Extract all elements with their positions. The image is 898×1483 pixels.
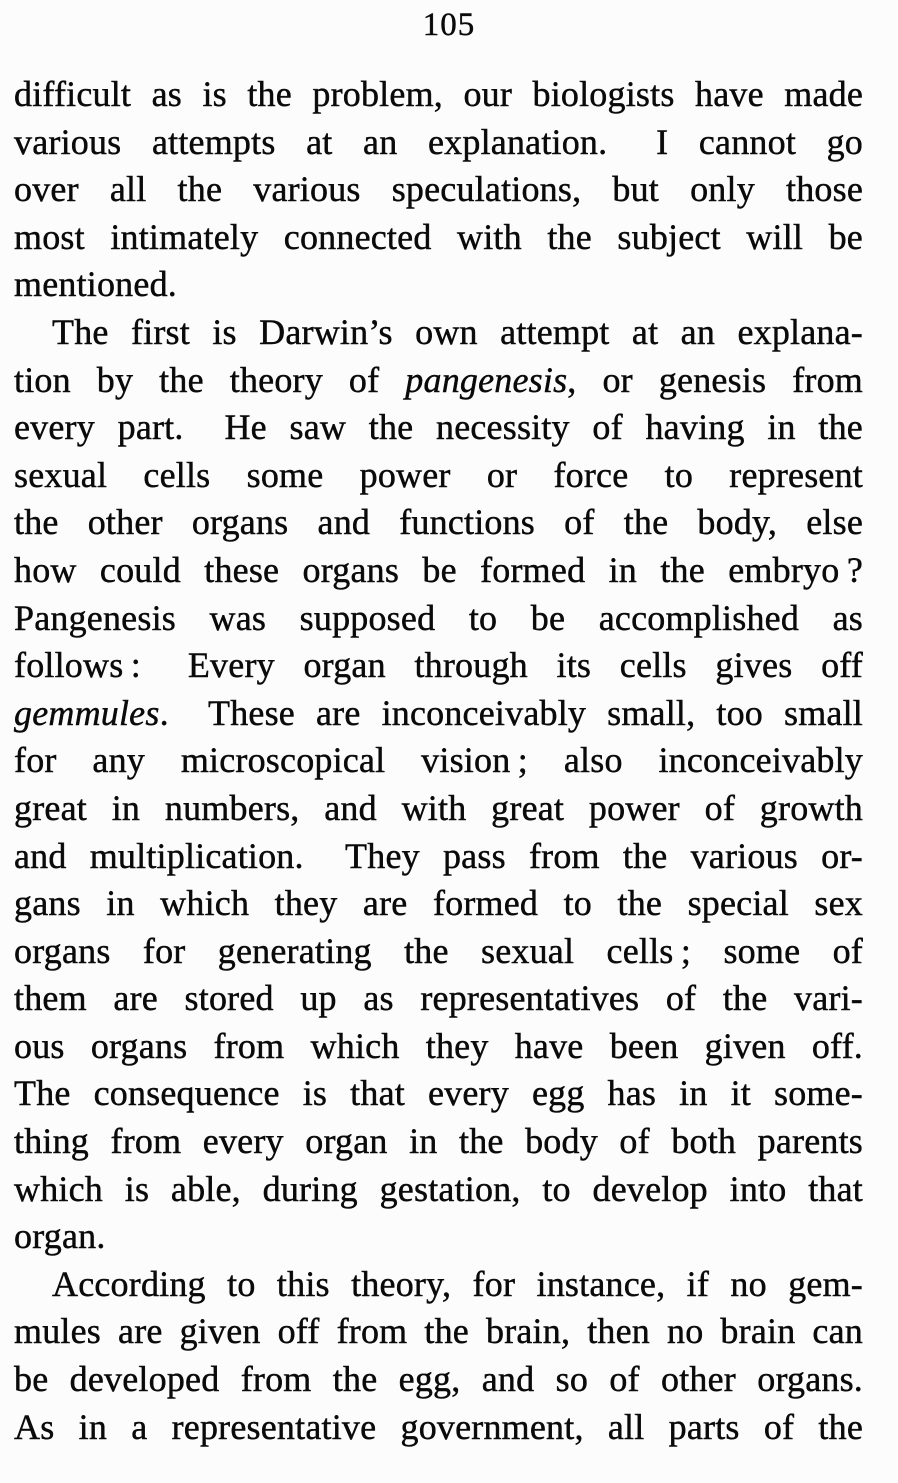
text-line xyxy=(14,1023,863,1071)
text-segment: difficult as is the problem, our biologists have made xyxy=(14,74,863,114)
text-block xyxy=(14,71,863,1451)
text-line xyxy=(14,595,863,643)
text-line xyxy=(14,499,863,547)
text-line xyxy=(14,737,863,785)
italic-term: pangenesis xyxy=(405,359,568,400)
text-segment: and multiplication. They pass from the various or- xyxy=(14,835,863,876)
italic-term: gemmules xyxy=(14,692,160,733)
text-segment: The consequence is that every egg has in it some- xyxy=(14,1073,863,1114)
text-segment: them are stored up as representatives of the vari- xyxy=(14,978,863,1019)
text-line xyxy=(14,1261,863,1309)
text-line xyxy=(14,309,863,357)
text-segment: gans in which they are formed to the special sex xyxy=(14,883,863,924)
page-number: 105 xyxy=(422,7,476,43)
text-segment: follows : Every organ through its cells gives off xyxy=(14,645,863,686)
text-segment: The first is Darwin’s own attempt at an explana- xyxy=(52,311,863,352)
text-segment: , or genesis from xyxy=(567,359,863,400)
text-line xyxy=(14,1213,863,1261)
text-line xyxy=(14,166,863,214)
text-segment: sexual cells some power or force to represent xyxy=(14,454,863,495)
text-line xyxy=(14,261,863,309)
text-segment: . These are inconceivably small, too small xyxy=(159,692,863,733)
text-line xyxy=(14,642,863,690)
text-segment: great in numbers, and with great power of growth xyxy=(14,787,863,828)
text-line xyxy=(14,452,863,500)
text-segment: every part. He saw the necessity of having in the xyxy=(14,407,863,448)
text-line xyxy=(14,1308,863,1356)
text-line xyxy=(14,119,863,167)
text-segment: organs for generating the sexual cells ; some of xyxy=(14,930,863,971)
text-line xyxy=(14,357,863,405)
text-segment: Pangenesis was supposed to be accomplished as xyxy=(14,597,863,638)
text-line xyxy=(14,547,863,595)
text-segment: thing from every organ in the body of both parents xyxy=(14,1121,863,1162)
text-line xyxy=(14,833,863,881)
text-line xyxy=(14,1166,863,1214)
text-line xyxy=(14,404,863,452)
text-segment: ous organs from which they have been given off. xyxy=(14,1025,863,1066)
text-line xyxy=(14,975,863,1023)
text-line xyxy=(14,690,863,738)
text-segment: organ. xyxy=(14,1216,106,1257)
text-line xyxy=(14,1070,863,1118)
text-segment: how could these organs be formed in the embryo ? xyxy=(14,549,863,590)
text-line xyxy=(14,214,863,262)
text-line xyxy=(14,1356,863,1404)
text-segment: over all the various speculations, but only those xyxy=(14,169,863,210)
text-segment: mules are given off from the brain, then no brain can xyxy=(14,1311,863,1352)
text-segment: According to this theory, for instance, if no gem- xyxy=(52,1263,863,1304)
text-segment: various attempts at an explanation. I cannot go xyxy=(14,121,863,162)
text-segment: which is able, during gestation, to develop into that xyxy=(14,1168,863,1209)
text-line xyxy=(14,880,863,928)
text-line xyxy=(14,1118,863,1166)
text-line xyxy=(14,785,863,833)
text-line xyxy=(14,928,863,976)
text-line xyxy=(14,71,863,119)
text-segment: most intimately connected with the subject will be xyxy=(14,216,863,257)
text-segment: tion by the theory of xyxy=(14,359,406,400)
text-segment: for any microscopical vision ; also inconceivably xyxy=(14,740,863,781)
text-line xyxy=(14,1404,863,1452)
text-segment: As in a representative government, all parts of the xyxy=(14,1406,863,1447)
text-segment: mentioned. xyxy=(14,264,177,305)
text-segment: the other organs and functions of the body, else xyxy=(14,502,863,543)
text-segment: be developed from the egg, and so of other organs. xyxy=(14,1359,863,1400)
